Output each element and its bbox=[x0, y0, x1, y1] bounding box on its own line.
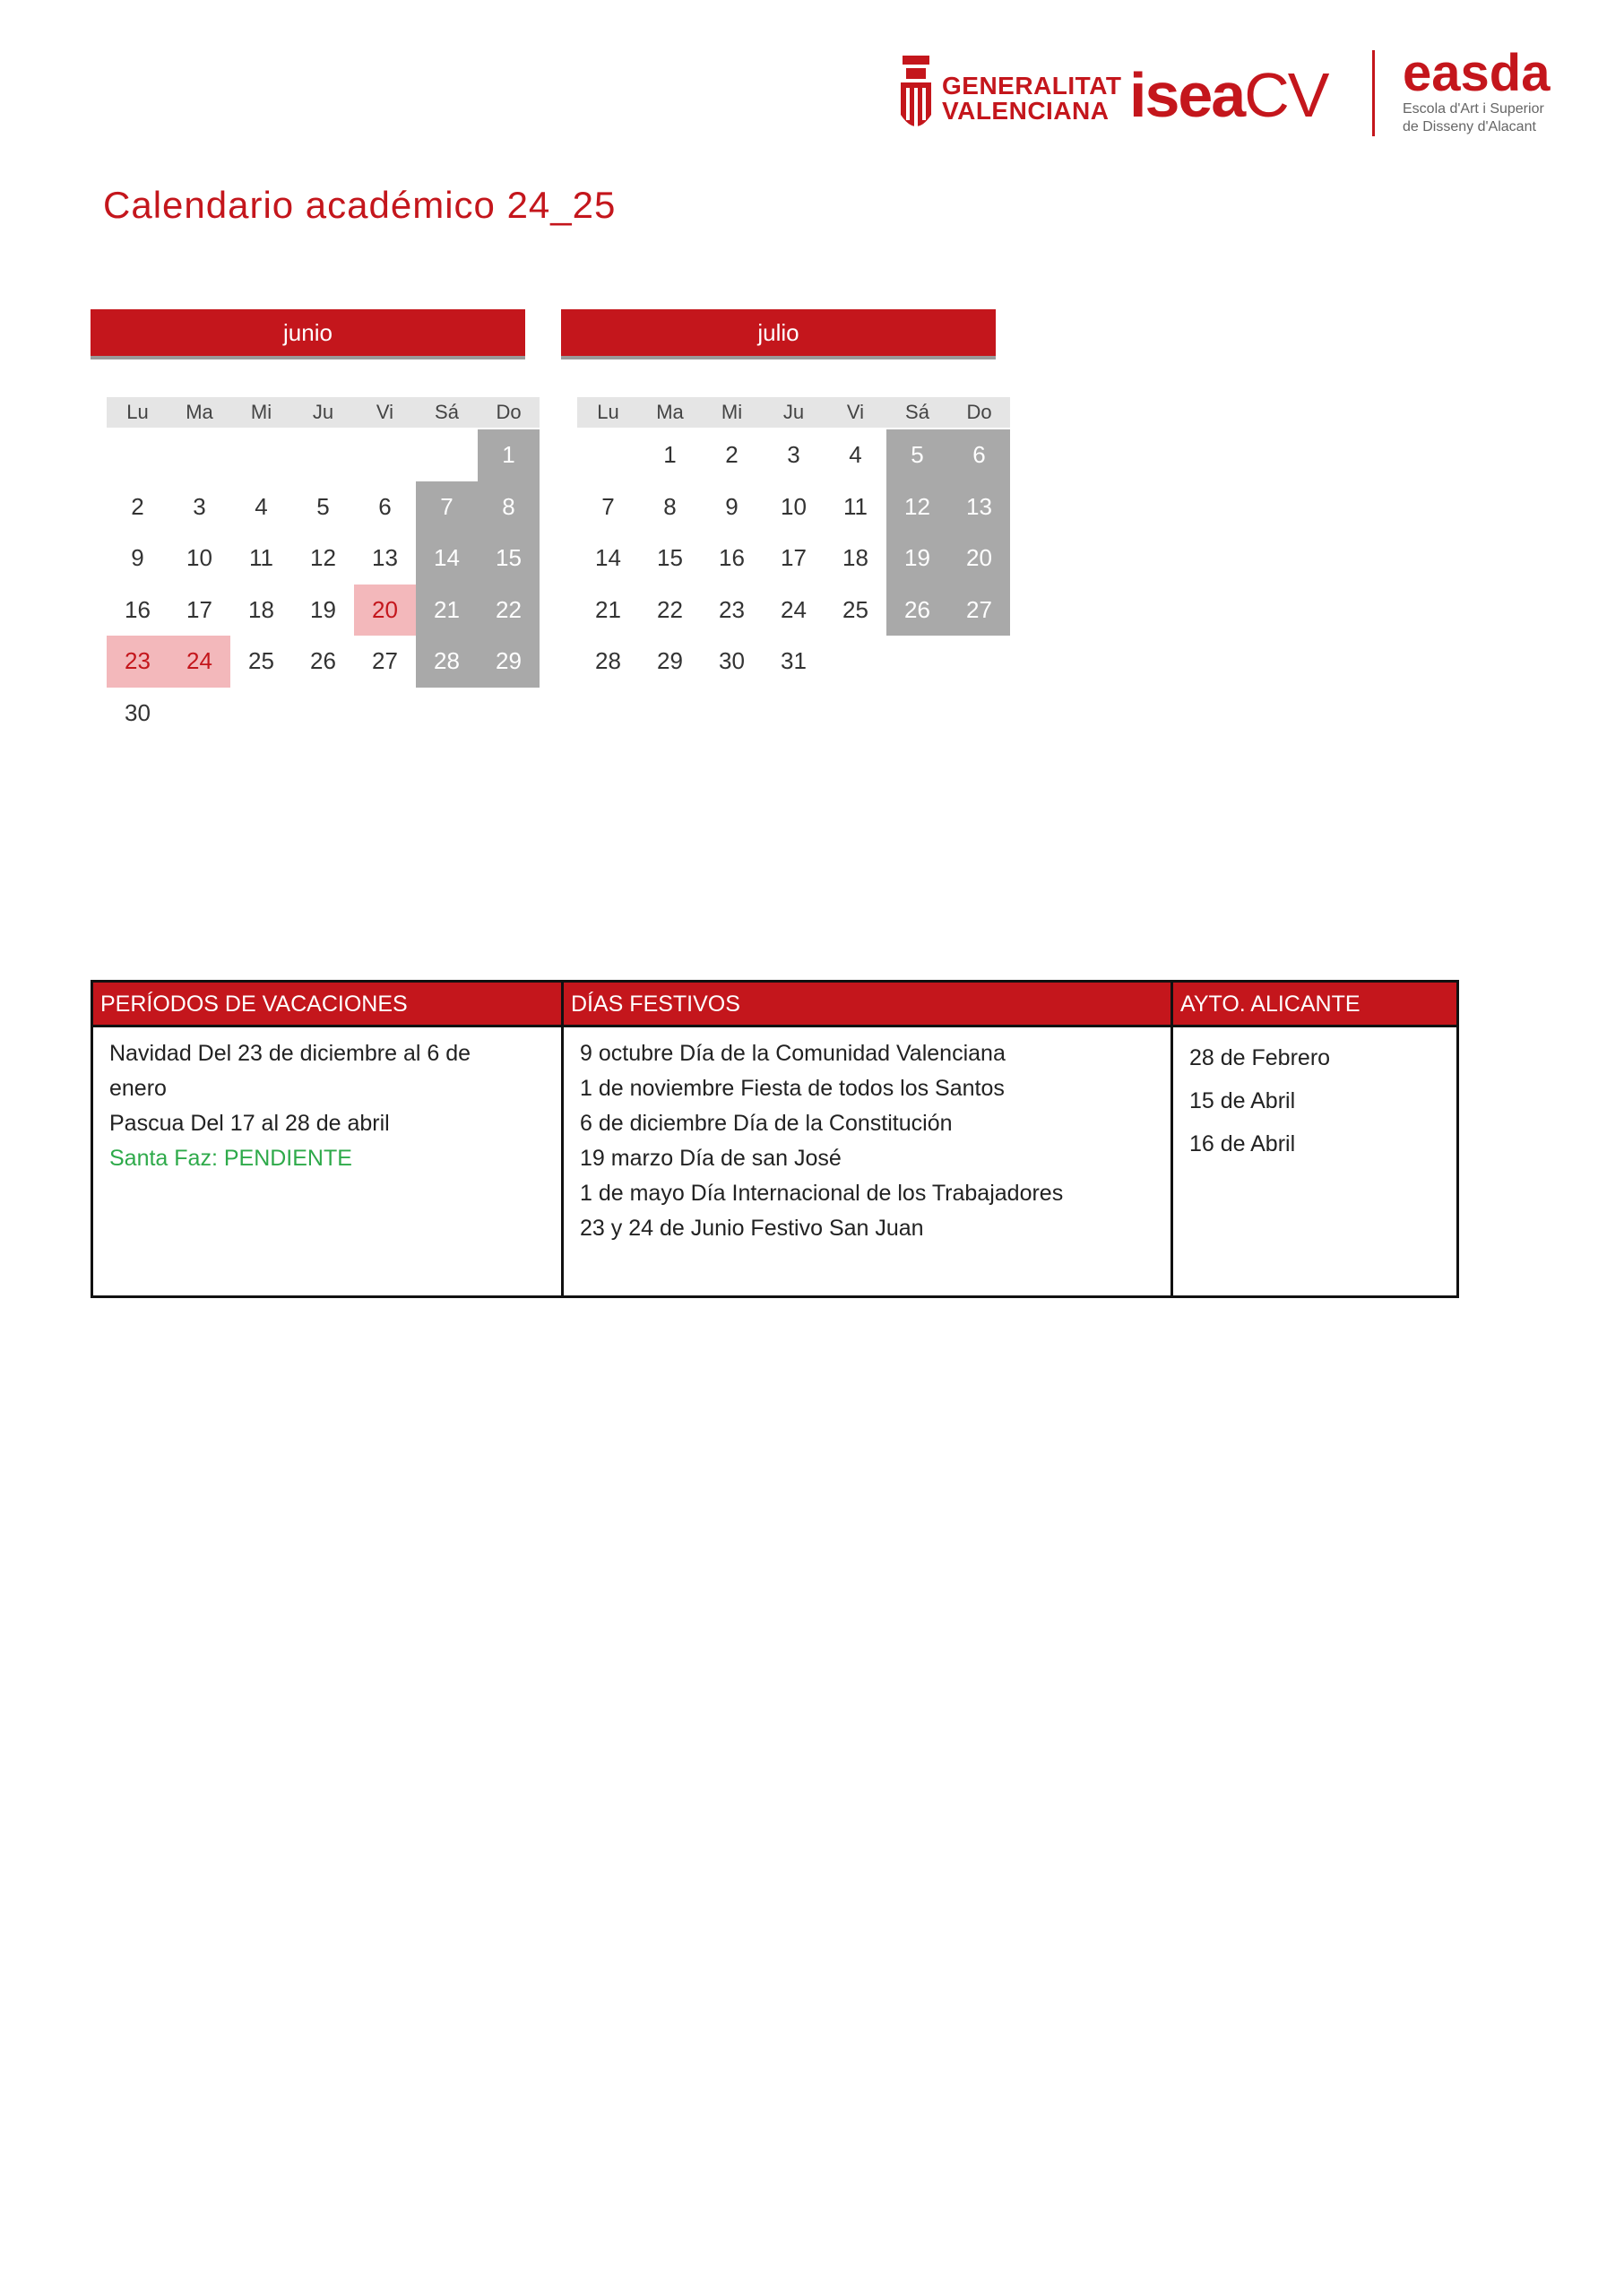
easda-title: easda bbox=[1403, 44, 1551, 102]
month-header: julio bbox=[561, 309, 996, 359]
calendar-day: 13 bbox=[372, 544, 398, 571]
calendar-day: 17 bbox=[186, 595, 212, 623]
calendar-day: 16 bbox=[125, 595, 151, 623]
vacation-santa-faz: Santa Faz: PENDIENTE bbox=[109, 1146, 352, 1171]
calendar-day: 25 bbox=[842, 595, 868, 623]
city-holiday-item: 16 de Abril bbox=[1189, 1131, 1296, 1156]
calendar-day: 22 bbox=[478, 585, 540, 637]
city-holidays-column bbox=[1170, 983, 1456, 1295]
calendar-day: 1 bbox=[663, 441, 677, 468]
calendar-day: 15 bbox=[657, 544, 683, 571]
calendar-day: 21 bbox=[595, 595, 621, 623]
calendar-day: 13 bbox=[948, 481, 1010, 533]
easda-subtitle-line1: Escola d'Art i Superior bbox=[1403, 101, 1544, 117]
calendar-day: 30 bbox=[125, 698, 151, 726]
calendar-day: 11 bbox=[249, 544, 273, 571]
calendar-day: 27 bbox=[372, 647, 398, 674]
calendar-day: 29 bbox=[657, 647, 683, 674]
weekday-label: Ma bbox=[639, 397, 701, 428]
iseacv-part1: isea bbox=[1129, 60, 1245, 130]
generalitat-shield-icon bbox=[897, 52, 935, 140]
public-holidays-column bbox=[561, 983, 1170, 1295]
column-header: AYTO. ALICANTE bbox=[1173, 983, 1456, 1027]
header-logos bbox=[892, 44, 1564, 145]
calendar-day: 8 bbox=[478, 481, 540, 533]
easda-logo bbox=[1403, 44, 1582, 145]
calendar-day: 5 bbox=[886, 429, 948, 481]
weekday-label: Ma bbox=[168, 397, 230, 428]
holiday-item: 23 y 24 de Junio Festivo San Juan bbox=[580, 1216, 924, 1241]
vacation-christmas: Navidad Del 23 de diciembre al 6 de bbox=[109, 1041, 471, 1066]
column-header: PERÍODOS DE VACACIONES bbox=[93, 983, 561, 1027]
weekday-label: Do bbox=[478, 397, 540, 428]
weekday-label: Do bbox=[948, 397, 1010, 428]
column-header: DÍAS FESTIVOS bbox=[564, 983, 1170, 1027]
calendar-day: 24 bbox=[168, 636, 230, 688]
generalitat-line2: VALENCIANA bbox=[942, 97, 1110, 125]
calendar-day: 24 bbox=[781, 595, 807, 623]
calendar-day: 31 bbox=[781, 647, 807, 674]
calendar-day: 23 bbox=[107, 636, 168, 688]
calendar-day: 15 bbox=[478, 533, 540, 585]
calendar-day: 2 bbox=[131, 492, 144, 520]
calendar-day: 19 bbox=[310, 595, 336, 623]
city-holiday-item: 28 de Febrero bbox=[1189, 1045, 1331, 1070]
weekday-label: Lu bbox=[577, 397, 639, 428]
weekday-label: Sá bbox=[886, 397, 948, 428]
calendar-day: 10 bbox=[781, 492, 807, 520]
calendar-day: 9 bbox=[131, 544, 144, 571]
weekday-label: Mi bbox=[230, 397, 292, 428]
calendar-june bbox=[91, 309, 525, 726]
calendar-day: 11 bbox=[843, 492, 868, 520]
holiday-item: 1 de noviembre Fiesta de todos los Santos bbox=[580, 1076, 1005, 1101]
calendar-day: 4 bbox=[255, 492, 268, 520]
calendar-day: 25 bbox=[248, 647, 274, 674]
calendar-day: 29 bbox=[478, 636, 540, 688]
calendar-day: 14 bbox=[416, 533, 478, 585]
weekday-label: Sá bbox=[416, 397, 478, 428]
calendar-day: 6 bbox=[378, 492, 392, 520]
calendar-day: 26 bbox=[886, 585, 948, 637]
calendar-day: 27 bbox=[948, 585, 1010, 637]
weekday-label: Ju bbox=[763, 397, 825, 428]
vacation-easter: Pascua Del 17 al 28 de abril bbox=[109, 1111, 390, 1136]
calendar-day: 9 bbox=[725, 492, 739, 520]
weekday-label: Lu bbox=[107, 397, 168, 428]
holidays-table bbox=[91, 980, 1459, 1298]
calendar-day: 7 bbox=[601, 492, 615, 520]
weekday-label: Vi bbox=[354, 397, 416, 428]
calendar-day: 8 bbox=[663, 492, 677, 520]
calendar-day: 20 bbox=[354, 585, 416, 637]
calendar-day: 10 bbox=[186, 544, 212, 571]
calendar-day: 5 bbox=[316, 492, 330, 520]
calendar-day: 3 bbox=[193, 492, 206, 520]
calendar-day: 3 bbox=[787, 441, 800, 468]
generalitat-logo bbox=[897, 52, 1122, 140]
calendar-day: 30 bbox=[719, 647, 745, 674]
iseacv-part2: CV bbox=[1244, 60, 1328, 130]
calendar-day: 7 bbox=[416, 481, 478, 533]
calendar-day: 14 bbox=[595, 544, 621, 571]
calendar-day: 21 bbox=[416, 585, 478, 637]
calendar-day: 1 bbox=[478, 429, 540, 481]
calendar-day: 22 bbox=[657, 595, 683, 623]
easda-subtitle-line2: de Disseny d'Alacant bbox=[1403, 119, 1536, 134]
calendar-day: 20 bbox=[948, 533, 1010, 585]
calendar-day: 6 bbox=[948, 429, 1010, 481]
calendar-day: 18 bbox=[842, 544, 868, 571]
page-title: Calendario académico 24_25 bbox=[103, 184, 617, 226]
holiday-item: 9 octubre Día de la Comunidad Valenciana bbox=[580, 1041, 1006, 1066]
holiday-item: 19 marzo Día de san José bbox=[580, 1146, 842, 1171]
calendar-day: 4 bbox=[849, 441, 862, 468]
calendar-day: 18 bbox=[248, 595, 274, 623]
calendar-day: 16 bbox=[719, 544, 745, 571]
generalitat-line1: GENERALITAT bbox=[942, 72, 1122, 100]
iseacv-logo bbox=[1129, 52, 1353, 140]
calendar-day: 17 bbox=[781, 544, 807, 571]
calendar-july bbox=[561, 309, 996, 674]
calendar-day: 23 bbox=[719, 595, 745, 623]
vacation-periods-column bbox=[93, 983, 561, 1295]
calendar-day: 12 bbox=[310, 544, 336, 571]
vacation-christmas-cont: enero bbox=[109, 1076, 167, 1101]
weekday-label: Ju bbox=[292, 397, 354, 428]
month-header: junio bbox=[91, 309, 525, 359]
calendar-day: 12 bbox=[886, 481, 948, 533]
holiday-item: 6 de diciembre Día de la Constitución bbox=[580, 1111, 953, 1136]
calendar-day: 2 bbox=[725, 441, 739, 468]
calendar-day: 28 bbox=[416, 636, 478, 688]
city-holiday-item: 15 de Abril bbox=[1189, 1088, 1296, 1113]
holiday-item: 1 de mayo Día Internacional de los Trabajadores bbox=[580, 1181, 1064, 1206]
calendar-day: 28 bbox=[595, 647, 621, 674]
calendar-day: 19 bbox=[886, 533, 948, 585]
weekday-label: Vi bbox=[825, 397, 886, 428]
logo-divider bbox=[1372, 50, 1375, 136]
calendar-day: 26 bbox=[310, 647, 336, 674]
weekday-label: Mi bbox=[701, 397, 763, 428]
